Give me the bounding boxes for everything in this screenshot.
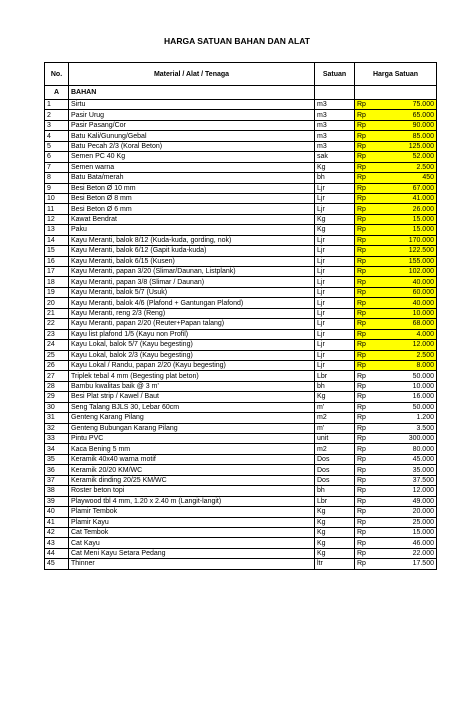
row-name: Plamir Kayu <box>69 517 315 527</box>
row-price: 15.000 <box>383 214 437 224</box>
row-currency: Rp <box>355 465 383 475</box>
table-row <box>45 267 437 277</box>
row-price: 25.000 <box>383 517 437 527</box>
header-price: Harga Satuan <box>355 63 437 86</box>
row-name: Kayu Lokal, balok 5/7 (Kayu begesting) <box>69 340 315 350</box>
row-name: Besi Plat strip / Kawel / Baut <box>69 392 315 402</box>
row-price: 65.000 <box>383 110 437 120</box>
table-header-row <box>45 63 437 86</box>
row-currency: Rp <box>355 120 383 130</box>
row-currency: Rp <box>355 496 383 506</box>
row-currency: Rp <box>355 193 383 203</box>
row-name: Pasir Urug <box>69 110 315 120</box>
row-no: 7 <box>45 162 69 172</box>
table-row <box>45 120 437 130</box>
row-no: 2 <box>45 110 69 120</box>
row-currency: Rp <box>355 444 383 454</box>
row-no: 27 <box>45 371 69 381</box>
row-currency: Rp <box>355 225 383 235</box>
row-name: Kayu Meranti, papan 2/20 (Reuter+Papan talang) <box>69 319 315 329</box>
row-no: 28 <box>45 381 69 391</box>
row-name: Thinner <box>69 559 315 569</box>
row-price: 155.000 <box>383 256 437 266</box>
row-price: 41.000 <box>383 193 437 203</box>
header-item: Material / Alat / Tenaga <box>69 63 315 86</box>
table-row <box>45 308 437 318</box>
table-row <box>45 173 437 183</box>
table-row <box>45 444 437 454</box>
row-price: 35.000 <box>383 465 437 475</box>
row-currency: Rp <box>355 141 383 151</box>
row-name: Pasir Pasang/Cor <box>69 120 315 130</box>
row-unit: Kg <box>315 517 355 527</box>
table-row <box>45 246 437 256</box>
table-row <box>45 225 437 235</box>
row-price: 10.000 <box>383 381 437 391</box>
row-unit: Kg <box>315 225 355 235</box>
price-table <box>44 62 437 570</box>
table-row <box>45 360 437 370</box>
row-name: Keramik 40x40 warna motif <box>69 454 315 464</box>
row-unit: m' <box>315 402 355 412</box>
table-row <box>45 402 437 412</box>
row-name: Kayu Meranti, balok 6/12 (Gapit kuda-kuda) <box>69 246 315 256</box>
row-unit: Kg <box>315 538 355 548</box>
row-name: Genteng Karang Pilang <box>69 413 315 423</box>
table-row <box>45 256 437 266</box>
table-row <box>45 141 437 151</box>
row-name: Batu Bata/merah <box>69 173 315 183</box>
row-currency: Rp <box>355 475 383 485</box>
row-unit: m2 <box>315 413 355 423</box>
row-currency: Rp <box>355 173 383 183</box>
row-unit: m2 <box>315 444 355 454</box>
row-currency: Rp <box>355 381 383 391</box>
row-unit: m' <box>315 423 355 433</box>
row-name: Genteng Bubungan Karang Pilang <box>69 423 315 433</box>
row-no: 21 <box>45 308 69 318</box>
row-currency: Rp <box>355 298 383 308</box>
row-name: Kayu Meranti, balok 4/6 (Plafond + Gantungan Plafond) <box>69 298 315 308</box>
row-name: Semen PC 40 Kg <box>69 152 315 162</box>
row-unit: sak <box>315 152 355 162</box>
row-unit: Ljr <box>315 235 355 245</box>
table-row <box>45 214 437 224</box>
row-unit: Ljr <box>315 267 355 277</box>
row-price: 75.000 <box>383 100 437 110</box>
row-price: 125.000 <box>383 141 437 151</box>
row-currency: Rp <box>355 256 383 266</box>
row-no: 3 <box>45 120 69 130</box>
row-price: 2.500 <box>383 350 437 360</box>
table-row <box>45 475 437 485</box>
row-price: 8.000 <box>383 360 437 370</box>
row-price: 12.000 <box>383 486 437 496</box>
row-currency: Rp <box>355 454 383 464</box>
row-name: Besi Beton Ø 10 mm <box>69 183 315 193</box>
row-price: 37.500 <box>383 475 437 485</box>
row-no: 16 <box>45 256 69 266</box>
row-no: 5 <box>45 141 69 151</box>
row-unit: Ljr <box>315 350 355 360</box>
header-unit: Satuan <box>315 63 355 86</box>
row-name: Kayu Meranti, balok 6/15 (Kusen) <box>69 256 315 266</box>
row-name: Roster beton topi <box>69 486 315 496</box>
row-name: Kayu Meranti, papan 3/8 (Slimar / Daunan) <box>69 277 315 287</box>
row-name: Keramik dinding 20/25 KM/WC <box>69 475 315 485</box>
row-currency: Rp <box>355 559 383 569</box>
row-unit: bh <box>315 486 355 496</box>
row-no: 15 <box>45 246 69 256</box>
row-unit: Kg <box>315 162 355 172</box>
row-price: 16.000 <box>383 392 437 402</box>
row-price: 2.500 <box>383 162 437 172</box>
table-row <box>45 454 437 464</box>
table-row <box>45 110 437 120</box>
table-row <box>45 559 437 569</box>
table-row <box>45 392 437 402</box>
row-no: 17 <box>45 267 69 277</box>
row-no: 30 <box>45 402 69 412</box>
row-name: Triplek tebal 4 mm (Begesting plat beton) <box>69 371 315 381</box>
row-name: Kayu Lokal, balok 2/3 (Kayu begesting) <box>69 350 315 360</box>
row-price: 4.000 <box>383 329 437 339</box>
row-name: Plamir Tembok <box>69 507 315 517</box>
row-unit: Kg <box>315 214 355 224</box>
row-no: 37 <box>45 475 69 485</box>
row-unit: Kg <box>315 392 355 402</box>
row-price: 22.000 <box>383 548 437 558</box>
row-name: Sirtu <box>69 100 315 110</box>
table-row <box>45 235 437 245</box>
row-currency: Rp <box>355 152 383 162</box>
table-row <box>45 350 437 360</box>
row-no: 6 <box>45 152 69 162</box>
row-currency: Rp <box>355 267 383 277</box>
row-no: 10 <box>45 193 69 203</box>
row-currency: Rp <box>355 329 383 339</box>
row-currency: Rp <box>355 110 383 120</box>
row-unit: Kg <box>315 548 355 558</box>
row-no: 12 <box>45 214 69 224</box>
section-name: BAHAN <box>69 86 315 100</box>
row-unit: Dos <box>315 454 355 464</box>
page-title: HARGA SATUAN BAHAN DAN ALAT <box>164 36 310 46</box>
row-price: 60.000 <box>383 287 437 297</box>
row-price: 80.000 <box>383 444 437 454</box>
row-price: 20.000 <box>383 507 437 517</box>
row-no: 14 <box>45 235 69 245</box>
row-name: Kaca Bening 5 mm <box>69 444 315 454</box>
row-name: Playwood tbl 4 mm, 1.20 x 2.40 m (Langit-langit) <box>69 496 315 506</box>
row-price: 102.000 <box>383 267 437 277</box>
row-price: 122.500 <box>383 246 437 256</box>
row-unit: Ljr <box>315 204 355 214</box>
row-unit: Dos <box>315 465 355 475</box>
row-currency: Rp <box>355 402 383 412</box>
row-currency: Rp <box>355 287 383 297</box>
row-price: 17.500 <box>383 559 437 569</box>
row-currency: Rp <box>355 308 383 318</box>
header-no: No. <box>45 63 69 86</box>
row-unit: m3 <box>315 120 355 130</box>
table-row <box>45 548 437 558</box>
row-no: 13 <box>45 225 69 235</box>
row-no: 33 <box>45 434 69 444</box>
table-row <box>45 152 437 162</box>
row-price: 3.500 <box>383 423 437 433</box>
row-currency: Rp <box>355 538 383 548</box>
table-row <box>45 434 437 444</box>
row-unit: Ljr <box>315 360 355 370</box>
row-unit: Ljr <box>315 256 355 266</box>
row-name: Pintu PVC <box>69 434 315 444</box>
row-unit: Ljr <box>315 308 355 318</box>
row-currency: Rp <box>355 517 383 527</box>
table-row <box>45 193 437 203</box>
row-unit: m3 <box>315 110 355 120</box>
table-row <box>45 507 437 517</box>
row-price: 26.000 <box>383 204 437 214</box>
row-unit: Ljr <box>315 298 355 308</box>
row-price: 85.000 <box>383 131 437 141</box>
row-currency: Rp <box>355 319 383 329</box>
row-unit: Ljr <box>315 319 355 329</box>
row-price: 10.000 <box>383 308 437 318</box>
row-no: 42 <box>45 527 69 537</box>
table-row <box>45 183 437 193</box>
row-unit: Lbr <box>315 371 355 381</box>
row-no: 1 <box>45 100 69 110</box>
row-price: 40.000 <box>383 298 437 308</box>
row-unit: Ljr <box>315 329 355 339</box>
row-no: 25 <box>45 350 69 360</box>
table-row <box>45 131 437 141</box>
row-price: 68.000 <box>383 319 437 329</box>
row-no: 44 <box>45 548 69 558</box>
row-no: 11 <box>45 204 69 214</box>
table-row <box>45 517 437 527</box>
row-currency: Rp <box>355 507 383 517</box>
row-no: 38 <box>45 486 69 496</box>
row-unit: Kg <box>315 507 355 517</box>
table-row <box>45 465 437 475</box>
section-code: A <box>45 86 69 100</box>
row-name: Kayu list plafond 1/5 (Kayu non Profil) <box>69 329 315 339</box>
row-no: 8 <box>45 173 69 183</box>
row-no: 45 <box>45 559 69 569</box>
row-currency: Rp <box>355 162 383 172</box>
row-no: 39 <box>45 496 69 506</box>
row-currency: Rp <box>355 434 383 444</box>
row-name: Semen warna <box>69 162 315 172</box>
row-name: Batu Pecah 2/3 (Koral Beton) <box>69 141 315 151</box>
row-price: 300.000 <box>383 434 437 444</box>
row-unit: Ljr <box>315 183 355 193</box>
table-row <box>45 162 437 172</box>
table-row <box>45 204 437 214</box>
row-unit: unit <box>315 434 355 444</box>
row-no: 26 <box>45 360 69 370</box>
row-price: 40.000 <box>383 277 437 287</box>
row-price: 170.000 <box>383 235 437 245</box>
row-name: Kayu Lokal / Randu, papan 2/20 (Kayu begesting) <box>69 360 315 370</box>
table-row <box>45 277 437 287</box>
row-name: Kawat Bendrat <box>69 214 315 224</box>
row-name: Kayu Meranti, papan 3/20 (Slimar/Daunan, Listplank) <box>69 267 315 277</box>
row-currency: Rp <box>355 486 383 496</box>
table-row <box>45 298 437 308</box>
row-price: 1.200 <box>383 413 437 423</box>
row-unit: bh <box>315 173 355 183</box>
row-no: 32 <box>45 423 69 433</box>
row-no: 34 <box>45 444 69 454</box>
row-name: Besi Beton Ø 8 mm <box>69 193 315 203</box>
table-row <box>45 381 437 391</box>
row-currency: Rp <box>355 371 383 381</box>
row-unit: Ljr <box>315 277 355 287</box>
row-unit: ltr <box>315 559 355 569</box>
row-no: 20 <box>45 298 69 308</box>
row-unit: Ljr <box>315 287 355 297</box>
row-currency: Rp <box>355 413 383 423</box>
row-name: Cat Tembok <box>69 527 315 537</box>
row-name: Kayu Meranti, balok 5/7 (Usuk) <box>69 287 315 297</box>
table-row <box>45 527 437 537</box>
table-row <box>45 100 437 110</box>
row-price: 450 <box>383 173 437 183</box>
row-price: 12.000 <box>383 340 437 350</box>
row-currency: Rp <box>355 360 383 370</box>
table-row <box>45 329 437 339</box>
row-name: Kayu Meranti, balok 8/12 (Kuda-kuda, gording, nok) <box>69 235 315 245</box>
row-unit: m3 <box>315 141 355 151</box>
row-name: Cat Kayu <box>69 538 315 548</box>
row-no: 40 <box>45 507 69 517</box>
section-row <box>45 86 437 100</box>
row-unit: Ljr <box>315 340 355 350</box>
table-row <box>45 319 437 329</box>
row-price: 50.000 <box>383 371 437 381</box>
row-no: 29 <box>45 392 69 402</box>
row-no: 22 <box>45 319 69 329</box>
row-no: 9 <box>45 183 69 193</box>
row-currency: Rp <box>355 214 383 224</box>
row-unit: m3 <box>315 131 355 141</box>
row-no: 36 <box>45 465 69 475</box>
row-no: 18 <box>45 277 69 287</box>
row-no: 43 <box>45 538 69 548</box>
table-row <box>45 486 437 496</box>
row-currency: Rp <box>355 246 383 256</box>
table-row <box>45 538 437 548</box>
table-row <box>45 413 437 423</box>
row-unit: m3 <box>315 100 355 110</box>
row-currency: Rp <box>355 350 383 360</box>
row-currency: Rp <box>355 131 383 141</box>
row-currency: Rp <box>355 423 383 433</box>
table-row <box>45 340 437 350</box>
row-currency: Rp <box>355 183 383 193</box>
row-no: 31 <box>45 413 69 423</box>
row-currency: Rp <box>355 204 383 214</box>
table-row <box>45 371 437 381</box>
row-currency: Rp <box>355 527 383 537</box>
row-unit: Kg <box>315 527 355 537</box>
row-currency: Rp <box>355 235 383 245</box>
table-row <box>45 287 437 297</box>
row-unit: Dos <box>315 475 355 485</box>
row-name: Kayu Meranti, reng 2/3 (Reng) <box>69 308 315 318</box>
row-price: 67.000 <box>383 183 437 193</box>
row-price: 15.000 <box>383 527 437 537</box>
row-currency: Rp <box>355 100 383 110</box>
row-price: 90.000 <box>383 120 437 130</box>
row-no: 23 <box>45 329 69 339</box>
row-price: 49.000 <box>383 496 437 506</box>
row-unit: Ljr <box>315 193 355 203</box>
row-unit: Ljr <box>315 246 355 256</box>
row-name: Bambu kwalitas baik @ 3 m' <box>69 381 315 391</box>
row-price: 15.000 <box>383 225 437 235</box>
row-name: Keramik 20/20 KM/WC <box>69 465 315 475</box>
row-currency: Rp <box>355 340 383 350</box>
row-name: Cat Meni Kayu Setara Pedang <box>69 548 315 558</box>
table-row <box>45 423 437 433</box>
row-name: Besi Beton Ø 6 mm <box>69 204 315 214</box>
row-currency: Rp <box>355 392 383 402</box>
row-no: 19 <box>45 287 69 297</box>
table-row <box>45 496 437 506</box>
row-no: 41 <box>45 517 69 527</box>
row-no: 24 <box>45 340 69 350</box>
row-name: Batu Kali/Gunung/Gebal <box>69 131 315 141</box>
row-currency: Rp <box>355 277 383 287</box>
row-name: Paku <box>69 225 315 235</box>
row-no: 4 <box>45 131 69 141</box>
row-price: 46.000 <box>383 538 437 548</box>
row-price: 52.000 <box>383 152 437 162</box>
row-price: 50.000 <box>383 402 437 412</box>
row-no: 35 <box>45 454 69 464</box>
row-name: Seng Talang BJLS 30, Lebar 60cm <box>69 402 315 412</box>
row-unit: Lbr <box>315 496 355 506</box>
row-price: 45.000 <box>383 454 437 464</box>
row-unit: bh <box>315 381 355 391</box>
row-currency: Rp <box>355 548 383 558</box>
